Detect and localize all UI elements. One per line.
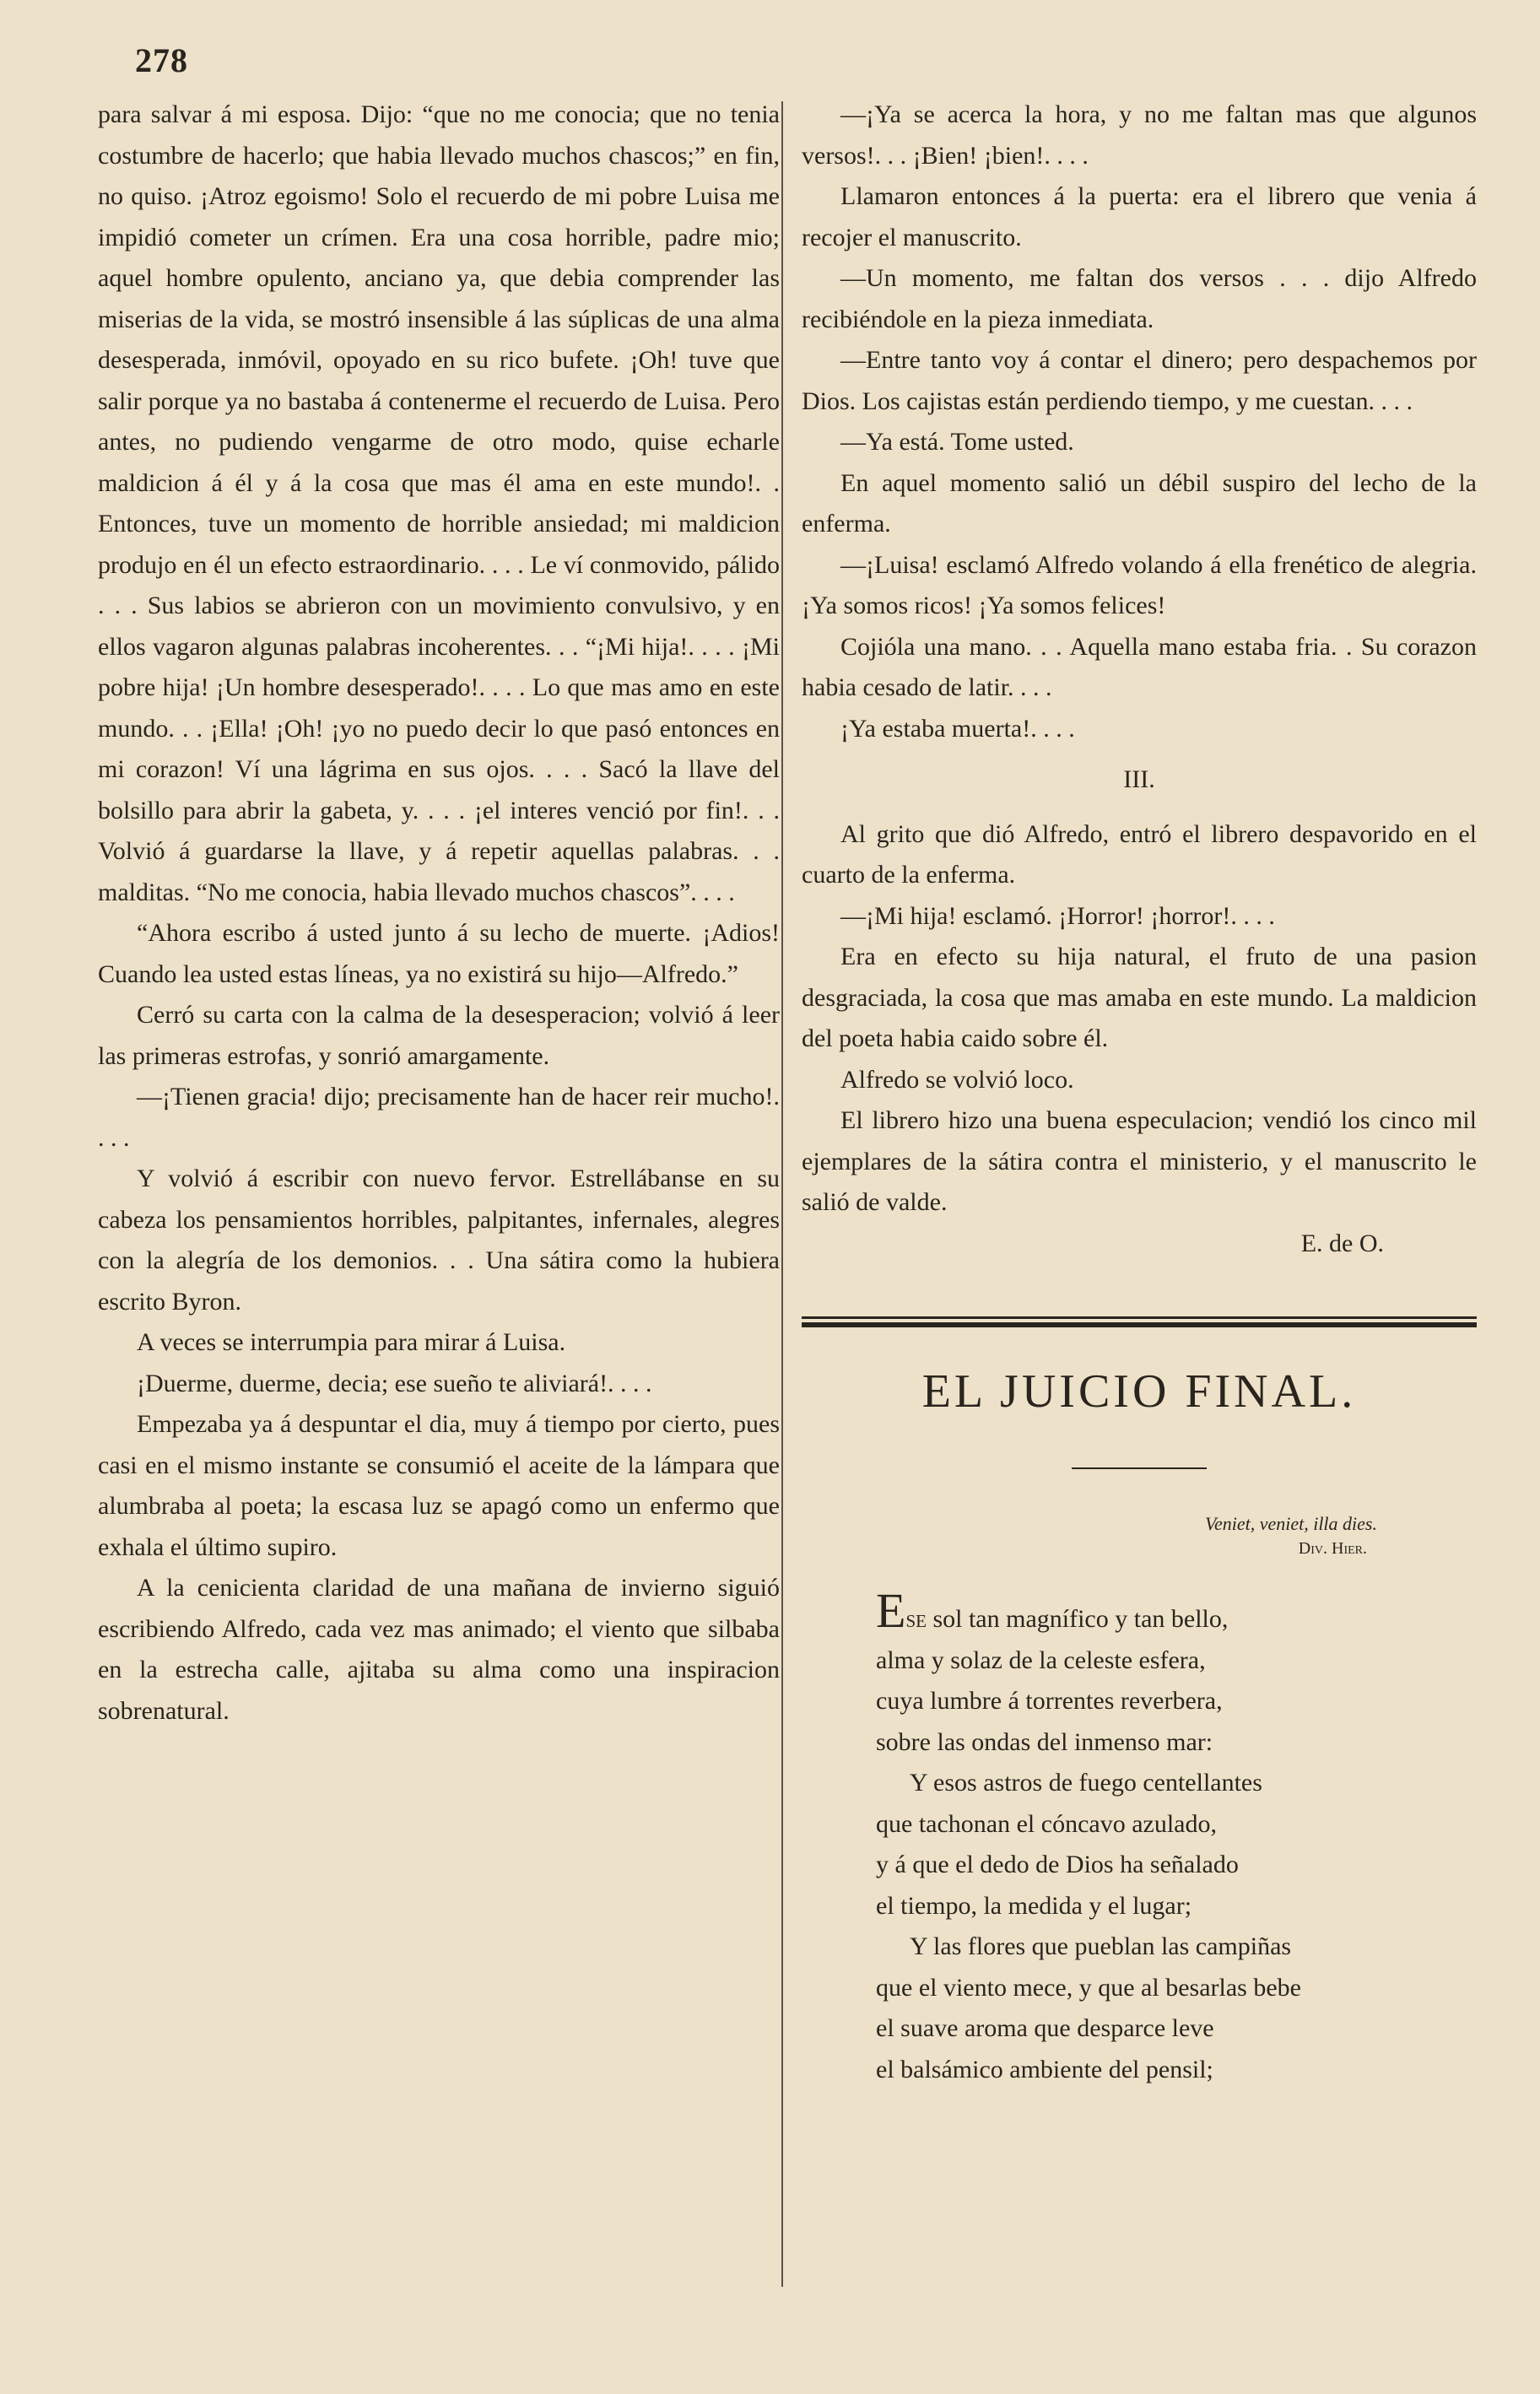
epigraph-author: Div. Hier.: [1298, 1539, 1367, 1558]
paragraph: El librero hizo una buena especulacion; vendió los cinco mil ejemplares de la sátira contra el ministerio, y el manuscrito le salió de valde.: [802, 1106, 1477, 1216]
section-divider: [802, 1316, 1477, 1327]
paragraph: A veces se interrumpia para mirar á Luisa.: [137, 1328, 566, 1356]
paragraph: —¡Tienen gracia! dijo; precisamente han de hacer reir mucho!. . . .: [98, 1083, 780, 1152]
title-rule: [1072, 1467, 1207, 1469]
paragraph: En aquel momento salió un débil suspiro del lecho de la enferma.: [802, 468, 1477, 538]
paragraph: A la cenicienta claridad de una mañana de invierno siguió escribiendo Alfredo, cada vez mas animado; el viento que silbaba en la estrecha calle, ajitaba su alma como una inspiracion sobrenatural.: [98, 1574, 780, 1725]
epigraph: Veniet, veniet, illa dies.: [1204, 1513, 1377, 1534]
paragraph: —Un momento, me faltan dos versos . . . dijo Alfredo recibiéndole en la pieza inmediata.: [802, 264, 1477, 333]
poem-line: [876, 1583, 1477, 1640]
poem-line: el balsámico ambiente del pensil;: [876, 2055, 1213, 2083]
paragraph: ¡Ya estaba muerta!. . . .: [840, 714, 1075, 743]
paragraph: “Ahora escribo á usted junto á su lecho de muerte. ¡Adios! Cuando lea usted estas líneas, ya no existirá su hijo—Alfredo.”: [98, 919, 780, 988]
paragraph: Era en efecto su hija natural, el fruto de una pasion desgraciada, la cosa que mas amaba en este mundo. La maldicion del poeta habia caido sobre él.: [802, 943, 1477, 1052]
paragraph: —¡Ya se acerca la hora, y no me faltan mas que algunos versos!. . . ¡Bien! ¡bien!. . . .: [802, 100, 1477, 170]
first-word-rest: se: [905, 1605, 927, 1633]
paragraph: —Entre tanto voy á contar el dinero; pero despachemos por Dios. Los cajistas están perdiendo tiempo, y me cuestan. . . .: [802, 346, 1477, 415]
left-column: [98, 95, 780, 1732]
poem-line: sobre las ondas del inmenso mar:: [876, 1727, 1213, 1756]
poem: [802, 1583, 1477, 2090]
poem-line: que el viento mece, y que al besarlas bebe: [876, 1973, 1301, 2002]
poem-line: el suave aroma que desparce leve: [876, 2014, 1214, 2042]
right-column: [802, 95, 1477, 2090]
paragraph: Y volvió á escribir con nuevo fervor. Estrellábanse en su cabeza los pensamientos horribles, palpitantes, infernales, alegres con la alegría de los demonios. . . Una sátira como la hubiera escrito Byron.: [98, 1165, 780, 1316]
paragraph: Cerró su carta con la calma de la desesperacion; volvió á leer las primeras estrofas, y sonrió amargamente.: [98, 1001, 780, 1070]
paragraph: Llamaron entonces á la puerta: era el librero que venia á recojer el manuscrito.: [802, 182, 1477, 251]
paragraph: —¡Mi hija! esclamó. ¡Horror! ¡horror!. . . .: [840, 901, 1275, 930]
drop-cap: E: [876, 1583, 906, 1638]
poem-line: alma y solaz de la celeste esfera,: [876, 1646, 1206, 1674]
paragraph: —¡Luisa! esclamó Alfredo volando á ella frenético de alegria. ¡Ya somos ricos! ¡Ya somos felices!: [802, 550, 1477, 619]
column-divider: [781, 101, 783, 2287]
page-number: 278: [135, 41, 188, 79]
poem-line: Y las flores que pueblan las campiñas: [910, 1932, 1292, 1960]
paragraph: para salvar á mi esposa. Dijo: “que no me conocia; que no tenia costumbre de hacerlo; que habia llevado muchos chascos;” en fin, no quiso. ¡Atroz egoismo! Solo el recuerdo de mi pobre Luisa me impidió cometer un crímen. Era una cosa horrible, padre mio; aquel hombre opulento, anciano ya, que debia comprender las miserias de la vida, se mostró insensible á las súplicas de una alma desesperada, inmóvil, opoyado en su rico bufete. ¡Oh! tuve que salir porque ya no bastaba á contenerme el recuerdo de Luisa. Pero antes, no pudiendo vengarme de otro modo, quise echarle maldicion á él y á la cosa que mas él ama en este mundo!. . Entonces, tuve un momento de horrible ansiedad; mi maldicion produjo en él un efecto estraordinario. . . . Le ví conmovido, pálido . . . Sus labios se abrieron con un movimiento convulsivo, y en ellos vagaron algunas palabras incoherentes. . . “¡Mi hija!. . . . ¡Mi pobre hija! ¡Un hombre desesperado!. . . . Lo que mas amo en este mundo. . . ¡Ella! ¡Oh! ¡yo no puedo decir lo que pasó entonces en mi corazon! Ví una lágrima en sus ojos. . . . Sacó la llave del bolsillo para abrir la gabeta, y. . . . ¡el interes venció por fin!. . . Volvió á guardarse la llave, y á repetir aquellas palabras. . . malditas. “No me conocia, habia llevado muchos chascos”. . . .: [98, 100, 780, 906]
poem-line: y á que el dedo de Dios ha señalado: [876, 1851, 1239, 1878]
paragraph: Cojióla una mano. . . Aquella mano estaba fria. . Su corazon habia cesado de latir. . . .: [802, 632, 1477, 701]
poem-line-text: sol tan magnífico y tan bello,: [932, 1605, 1229, 1633]
signature: E. de O.: [1300, 1229, 1384, 1257]
poem-line: que tachonan el cóncavo azulado,: [876, 1809, 1217, 1838]
poem-line: el tiempo, la medida y el lugar;: [876, 1891, 1192, 1920]
paragraph: ¡Duerme, duerme, decia; ese sueño te aliviará!. . . .: [137, 1369, 652, 1397]
paragraph: Empezaba ya á despuntar el dia, muy á tiempo por cierto, pues casi en el mismo instante se consumió el aceite de la lámpara que alumbraba al poeta; la escasa luz se apagó como un enfermo que exhala el último supiro.: [98, 1410, 780, 1561]
paragraph: —Ya está. Tome usted.: [840, 428, 1074, 456]
paragraph: Al grito que dió Alfredo, entró el librero despavorido en el cuarto de la enferma.: [802, 819, 1477, 889]
section-heading: III.: [1123, 765, 1155, 793]
paragraph: Alfredo se volvió loco.: [840, 1065, 1074, 1094]
poem-line: cuya lumbre á torrentes reverbera,: [876, 1687, 1223, 1715]
article-title: EL JUICIO FINAL.: [921, 1365, 1357, 1418]
poem-line: Y esos astros de fuego centellantes: [910, 1769, 1262, 1797]
